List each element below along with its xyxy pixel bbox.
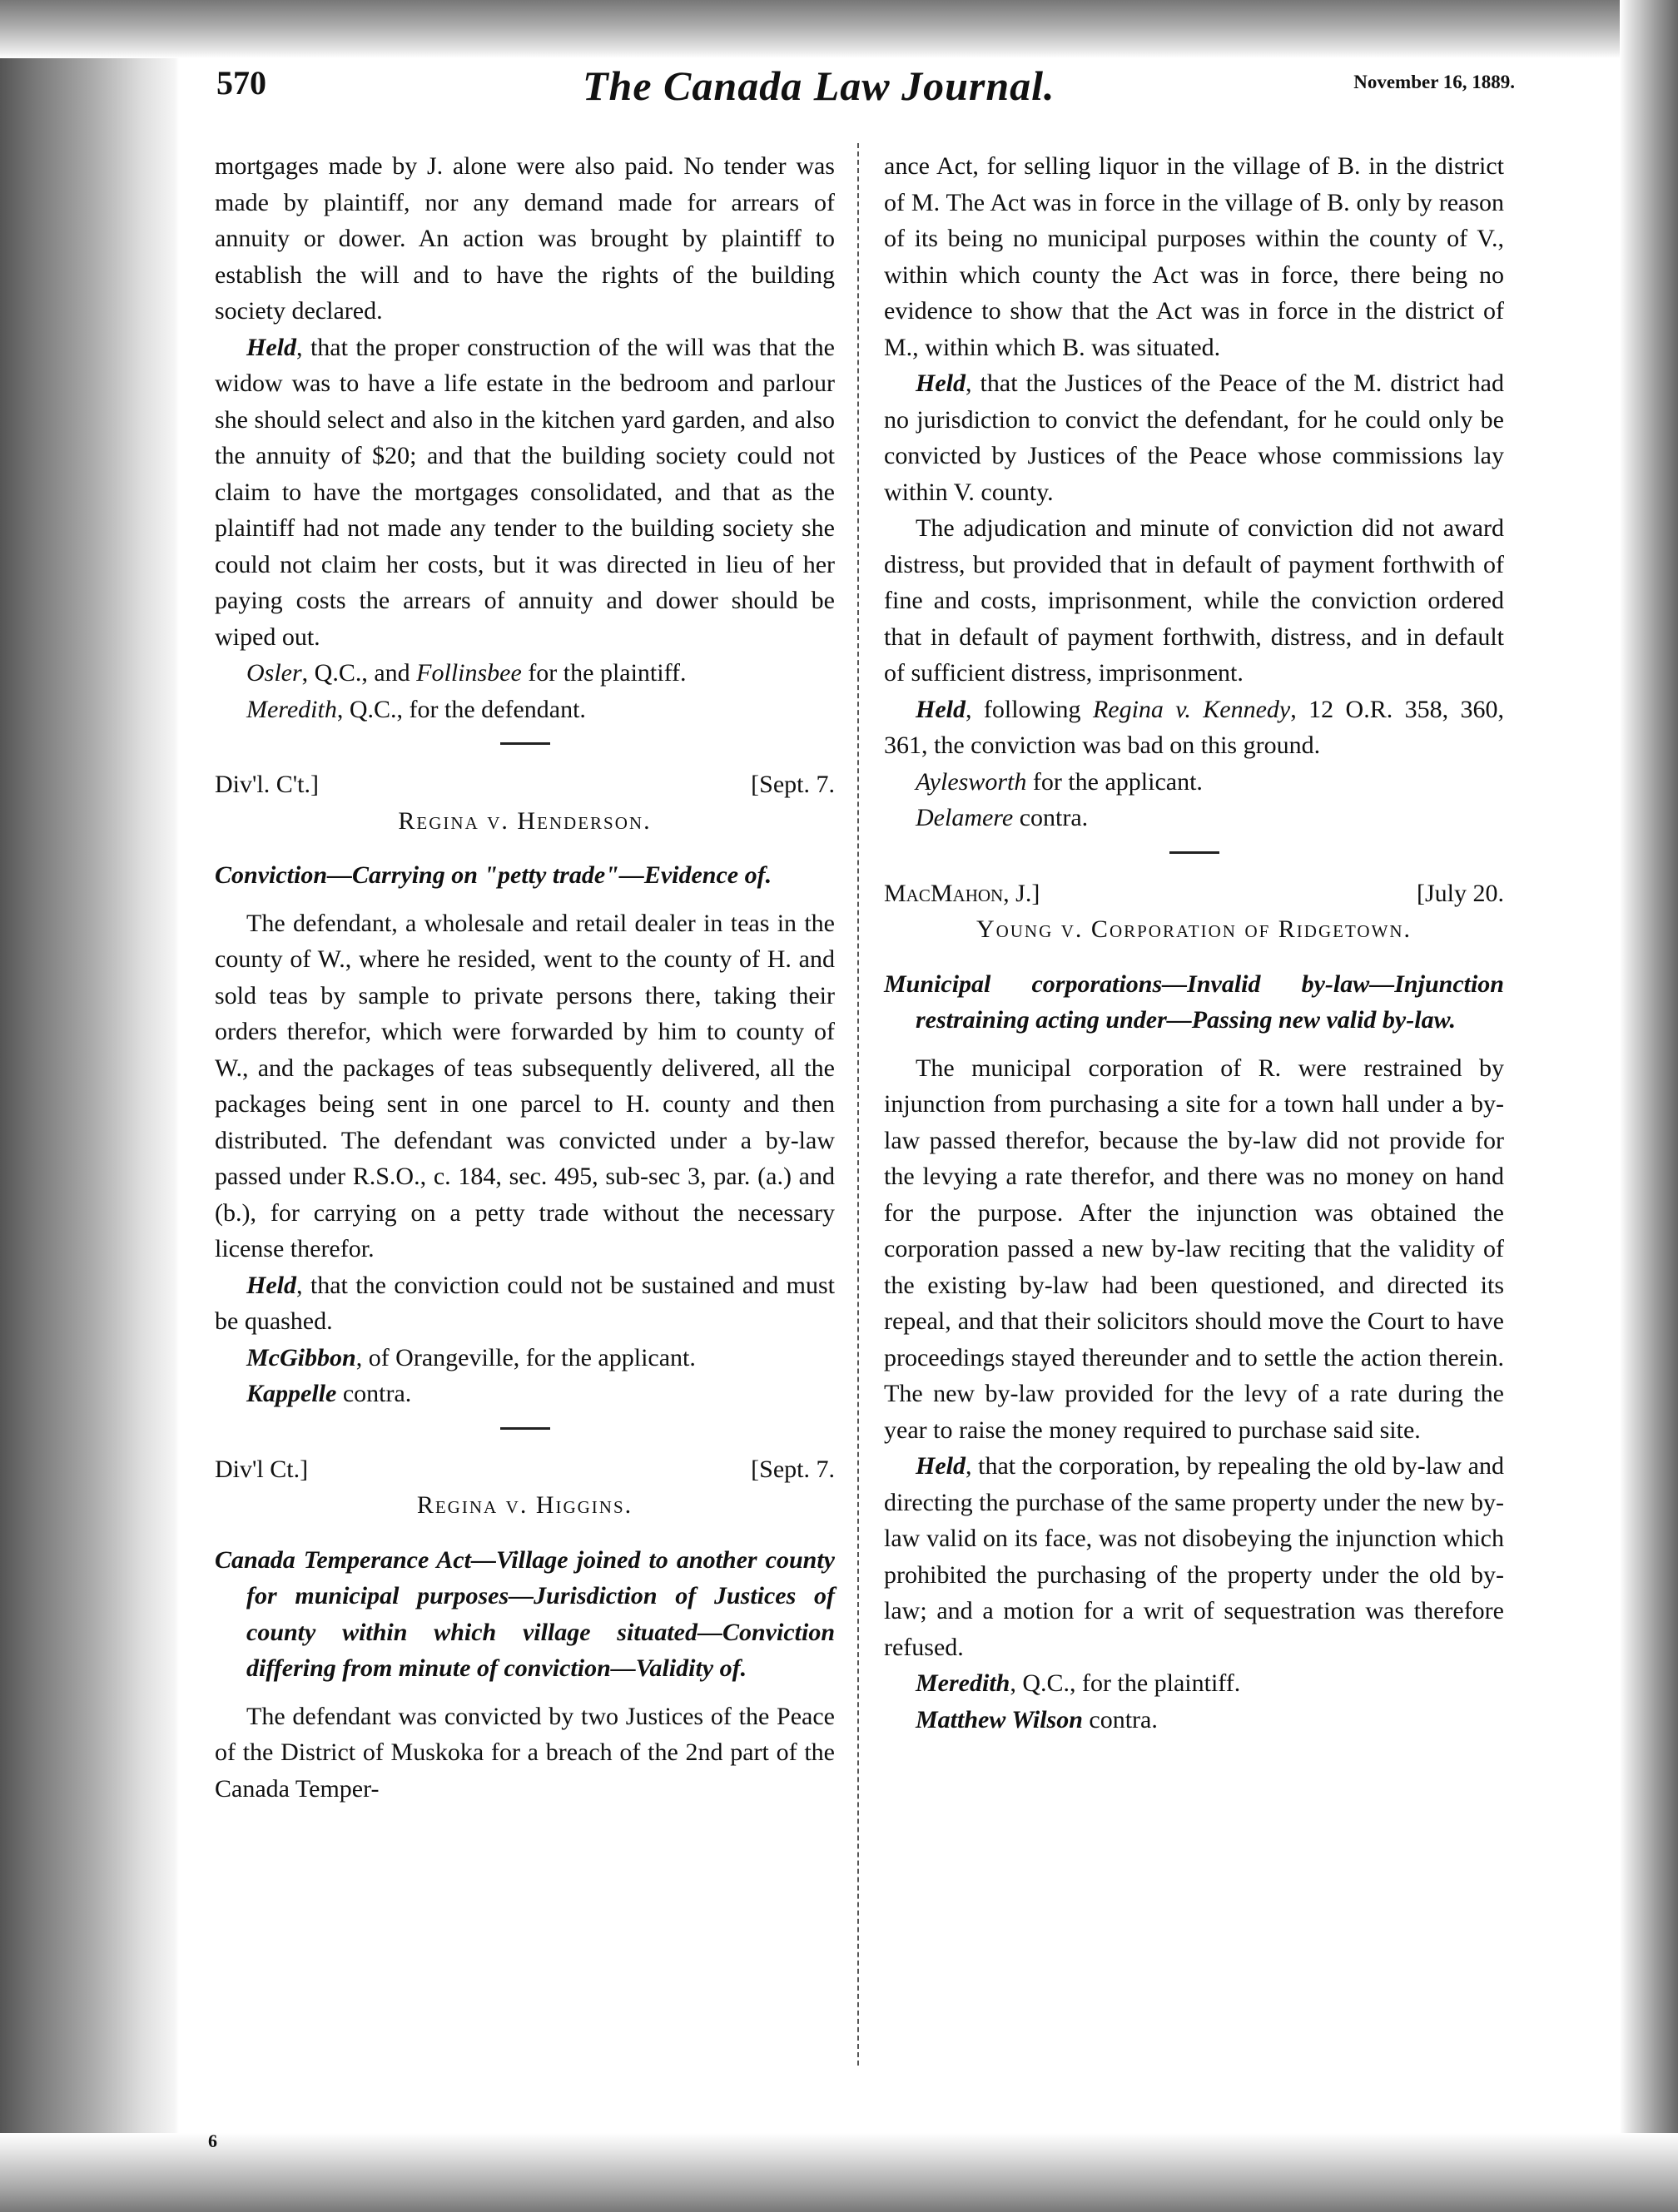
case-subject: Conviction—Carrying on "petty trade"—Evidence of. — [215, 861, 772, 889]
left-column — [215, 148, 835, 1807]
counsel-text: contra. — [1082, 1705, 1158, 1733]
counsel-name: Delamere — [916, 804, 1014, 831]
scan-edge-left — [0, 0, 179, 2212]
case-date: [Sept. 7. — [751, 1455, 835, 1483]
counsel-text: contra. — [336, 1380, 412, 1407]
held-lead: Held — [916, 695, 966, 723]
counsel-name: Meredith — [916, 1669, 1010, 1697]
case-separator — [1169, 851, 1219, 854]
case-separator — [500, 742, 550, 745]
held-paragraph — [884, 365, 1504, 510]
counsel-name: Meredith — [246, 695, 337, 723]
court-name: MacMahon, J.] — [884, 879, 1040, 907]
court-line — [215, 766, 835, 803]
counsel-line — [215, 692, 835, 728]
held-text: , 12 O.R. 358, 360, 361, the conviction was bad on this ground. — [884, 695, 1504, 759]
continuation-paragraph: ance Act, for selling liquor in the village of B. in the district of M. The Act was in force in the village of B. only by reason of its being no municipal purposes within the county of V., within which county the Act was in force, there being no evidence to show that the Act was in force in the district of M., within which B. was situated. — [884, 152, 1504, 361]
right-column — [884, 148, 1504, 1738]
counsel-line — [884, 764, 1504, 801]
cited-case: Regina v. Kennedy — [1092, 695, 1291, 723]
counsel-text: , Q.C., and — [301, 659, 417, 687]
counsel-line — [884, 1665, 1504, 1702]
counsel-text: for the plaintiff. — [521, 659, 687, 687]
adjudication-paragraph: The adjudication and minute of conviction did not award distress, but provided that in default of payment forthwith of fine and costs, imprisonment, while the conviction ordered that in default of payment forthwith, distress, and in default of sufficient distress, imprisonment. — [884, 514, 1504, 687]
page-header — [216, 63, 1515, 122]
counsel-name: McGibbon — [246, 1343, 356, 1371]
counsel-line — [884, 800, 1504, 836]
held-lead: Held — [246, 1271, 296, 1299]
opening-paragraph: mortgages made by J. alone were also paid. No tender was made by plaintiff, nor any demand made for arrears of annuity or dower. An action was brought by plaintiff to establish the will and to have the rights of the building society declared. — [215, 152, 835, 325]
court-line — [215, 1451, 835, 1488]
counsel-text: for the applicant. — [1026, 767, 1203, 796]
case-separator — [500, 1427, 550, 1430]
held-lead: Held — [916, 1452, 966, 1480]
counsel-text: , Q.C., for the defendant. — [336, 695, 586, 723]
column-divider — [857, 143, 859, 2066]
counsel-line — [215, 655, 835, 692]
counsel-name: Follinsbee — [416, 659, 522, 687]
issue-date: November 16, 1889. — [1353, 72, 1515, 92]
counsel-line — [884, 1702, 1504, 1738]
case-title: Regina v. Higgins. — [416, 1491, 633, 1519]
held-paragraph — [215, 1267, 835, 1340]
case-body: The municipal corporation of R. were restrained by injunction from purchasing a site for a town hall under a by-law passed therefor, because the by-law did not provide for the levying a rate therefor, and there was no money on hand for the purpose. After the injunction was obtained the corporation passed a new by-law reciting that the validity of the existing by-law had been questioned, and directed its repeal, and that their solicitors should move the Court to have proceedings stayed thereunder and to settle the action therein. The new by-law provided for the levy of a rate during the year to raise the money required to purchase said site. — [884, 1054, 1504, 1444]
scan-edge-right — [1620, 0, 1678, 2212]
scan-edge-bottom — [0, 2133, 1678, 2212]
journal-title: The Canada Law Journal. — [583, 62, 1055, 109]
held-lead: Held — [246, 333, 296, 361]
held-paragraph — [884, 692, 1504, 764]
held-lead: Held — [916, 369, 966, 397]
case-body: The defendant was convicted by two Justices of the Peace of the District of Muskoka for a breach of the 2nd part of the Canada Temper- — [215, 1702, 835, 1803]
held-paragraph — [884, 1448, 1504, 1665]
case-subject: Canada Temperance Act—Village joined to another county for municipal purposes—Jurisdiction of Justices of county within which village situated—Conviction differing from minute of conviction—Validity of. — [215, 1545, 835, 1682]
case-subject: Municipal corporations—Invalid by-law—Injunction restraining acting under—Passing new valid by-law. — [884, 970, 1504, 1034]
counsel-name: Aylesworth — [916, 767, 1027, 796]
page-number: 570 — [216, 64, 266, 102]
counsel-text: , of Orangeville, for the applicant. — [355, 1343, 696, 1371]
counsel-line — [215, 1340, 835, 1376]
case-date: [Sept. 7. — [751, 771, 835, 798]
held-text: , that the proper construction of the will was that the widow was to have a life estate in the bedroom and parlour she should select and also in the kitchen yard garden, and also the annuity of $20; and that the building society could not claim to have the mortgages consolidated, and that as the plaintiff had not made any tender to the building society she could not claim her costs, but it was directed in lieu of her paying costs the arrears of annuity and dower should be wiped out. — [215, 333, 835, 651]
counsel-line — [215, 1376, 835, 1412]
counsel-text: , Q.C., for the plaintiff. — [1010, 1669, 1241, 1697]
court-line — [884, 875, 1504, 912]
case-title: Young v. Corporation of Ridgetown. — [976, 915, 1412, 943]
case-title: Regina v. Henderson. — [398, 806, 652, 835]
held-paragraph — [215, 330, 835, 656]
held-text: , following — [966, 695, 1093, 723]
held-text: , that the Justices of the Peace of the M. district had no jurisdiction to convict the defendant, for he could only be convicted by Justices of the Peace whose commissions lay within V. county. — [884, 369, 1504, 506]
court-name: Div'l. C't.] — [215, 771, 319, 798]
held-text: , that the corporation, by repealing the old by-law and directing the purchase of the same property under the new by-law valid on its face, was not disobeying the injunction which prohibited the purchasing of the property under the old by-law; and a motion for a writ of sequestration was therefore refused. — [884, 1452, 1504, 1661]
counsel-name: Kappelle — [246, 1380, 337, 1407]
case-body: The defendant, a wholesale and retail dealer in teas in the county of W., where he resided, went to the county of H. and sold teas by sample to private persons there, taking their orders therefor, which were forwarded by him to county of W., and the packages of teas subsequently delivered, all the packages being sent in one parcel to H. county and then distributed. The defendant was convicted under a by-law passed under R.S.O., c. 184, sec. 495, sub-sec 3, par. (a.) and (b.), for carrying on a petty trade without the necessary license therefor. — [215, 909, 835, 1262]
court-name: Div'l Ct.] — [215, 1455, 309, 1483]
held-text: , that the conviction could not be sustained and must be quashed. — [215, 1271, 835, 1335]
counsel-name: Osler — [246, 659, 302, 687]
footer-mark: 6 — [208, 2130, 217, 2151]
case-date: [July 20. — [1417, 879, 1504, 907]
counsel-text: contra. — [1013, 804, 1089, 831]
scan-edge-top — [0, 0, 1678, 58]
counsel-name: Matthew Wilson — [916, 1705, 1083, 1733]
